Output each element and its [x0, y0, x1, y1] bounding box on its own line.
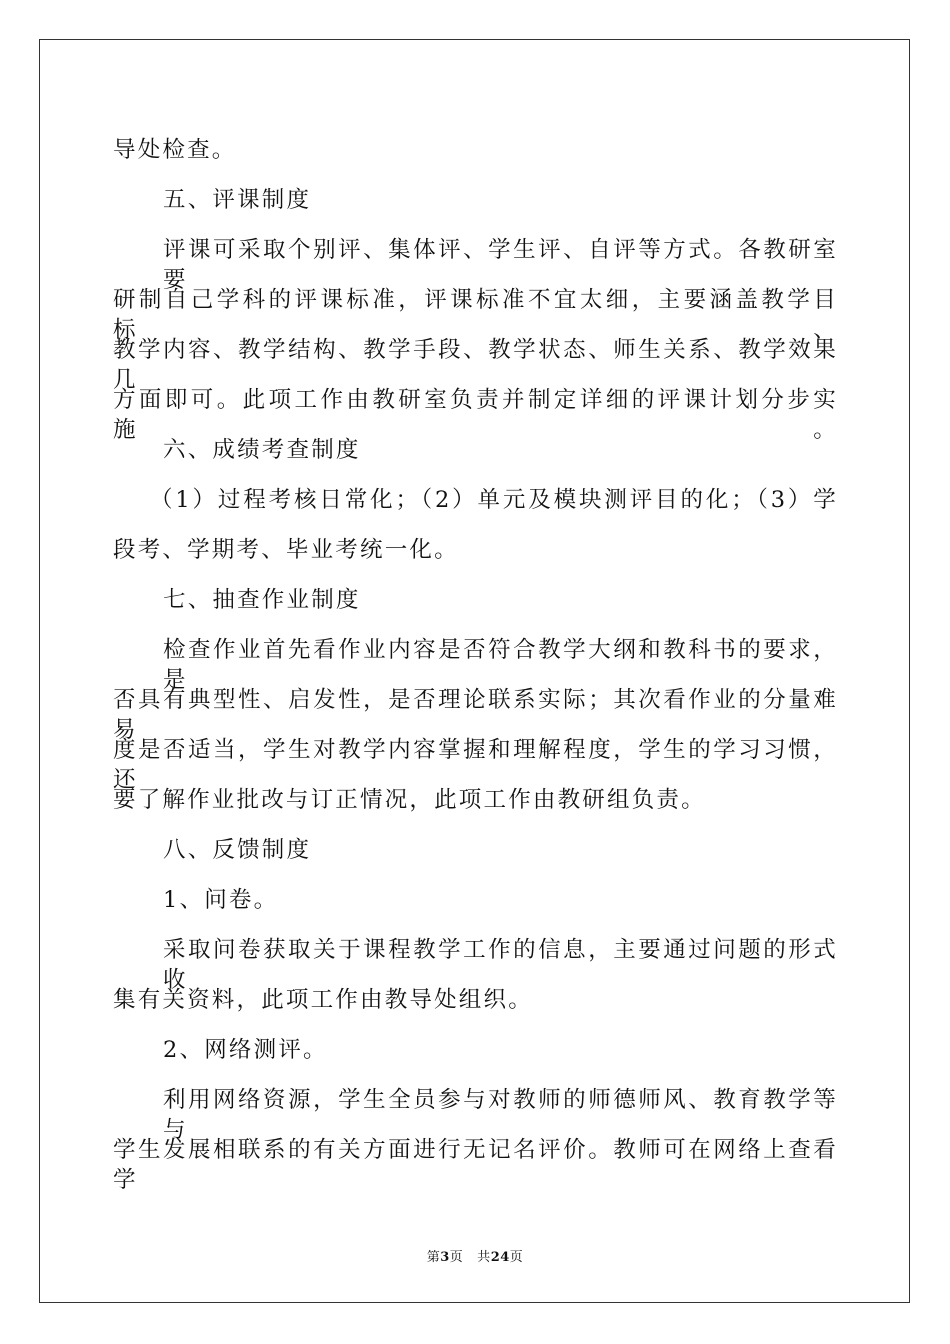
page-suffix: 页 [449, 1250, 464, 1265]
paragraph-line: 度是否适当，学生对教学内容掌握和理解程度，学生的学习习惯，还 [113, 737, 838, 793]
paragraph-line: 采取问卷获取关于课程教学工作的信息，主要通过问题的形式收 [163, 937, 838, 993]
paragraph-line: 段考、学期考、毕业考统一化。 [113, 537, 459, 563]
total-pages: 24 [490, 1250, 510, 1265]
paragraph-line: 教学内容、教学结构、教学手段、教学状态、师生关系、教学效果几 [113, 337, 838, 393]
section-heading: 六、成绩考查制度 [163, 437, 361, 463]
paragraph-line: 评课可采取个别评、集体评、学生评、自评等方式。各教研室要 [163, 237, 838, 293]
page-footer [0, 1249, 950, 1267]
total-suffix: 页 [509, 1250, 524, 1265]
paragraph-line: 学生发展相联系的有关方面进行无记名评价。教师可在网络上查看学 [113, 1137, 838, 1193]
page-prefix: 第 [426, 1250, 441, 1265]
section-heading: 八、反馈制度 [163, 837, 312, 863]
paragraph-line: （1）过程考核日常化；（2）单元及模块测评目的化；（3）学 [150, 487, 838, 513]
total-prefix: 共 [477, 1250, 491, 1265]
paragraph-line: 要了解作业批改与订正情况，此项工作由教研组负责。 [113, 787, 706, 813]
page-number: 3 [440, 1250, 450, 1265]
section-heading: 五、评课制度 [163, 187, 312, 213]
paragraph-line: 集有关资料，此项工作由教导处组织。 [113, 987, 533, 1013]
paragraph-line: 检查作业首先看作业内容是否符合教学大纲和教科书的要求，是 [163, 637, 838, 693]
subsection-heading: 1、问卷。 [163, 887, 279, 913]
paragraph-line: 研制自己学科的评课标准，评课标准不宜太细，主要涵盖教学目标、 [113, 287, 838, 343]
section-heading: 七、抽查作业制度 [163, 587, 361, 613]
text-line: 导处检查。 [113, 137, 237, 163]
paragraph-line: 方面即可。此项工作由教研室负责并制定详细的评课计划分步实施。 [113, 387, 838, 443]
paragraph-line: 利用网络资源，学生全员参与对教师的师德师风、教育教学等与 [163, 1087, 838, 1143]
subsection-heading: 2、网络测评。 [163, 1037, 328, 1063]
paragraph-line: 否具有典型性、启发性，是否理论联系实际；其次看作业的分量难易 [113, 687, 838, 743]
